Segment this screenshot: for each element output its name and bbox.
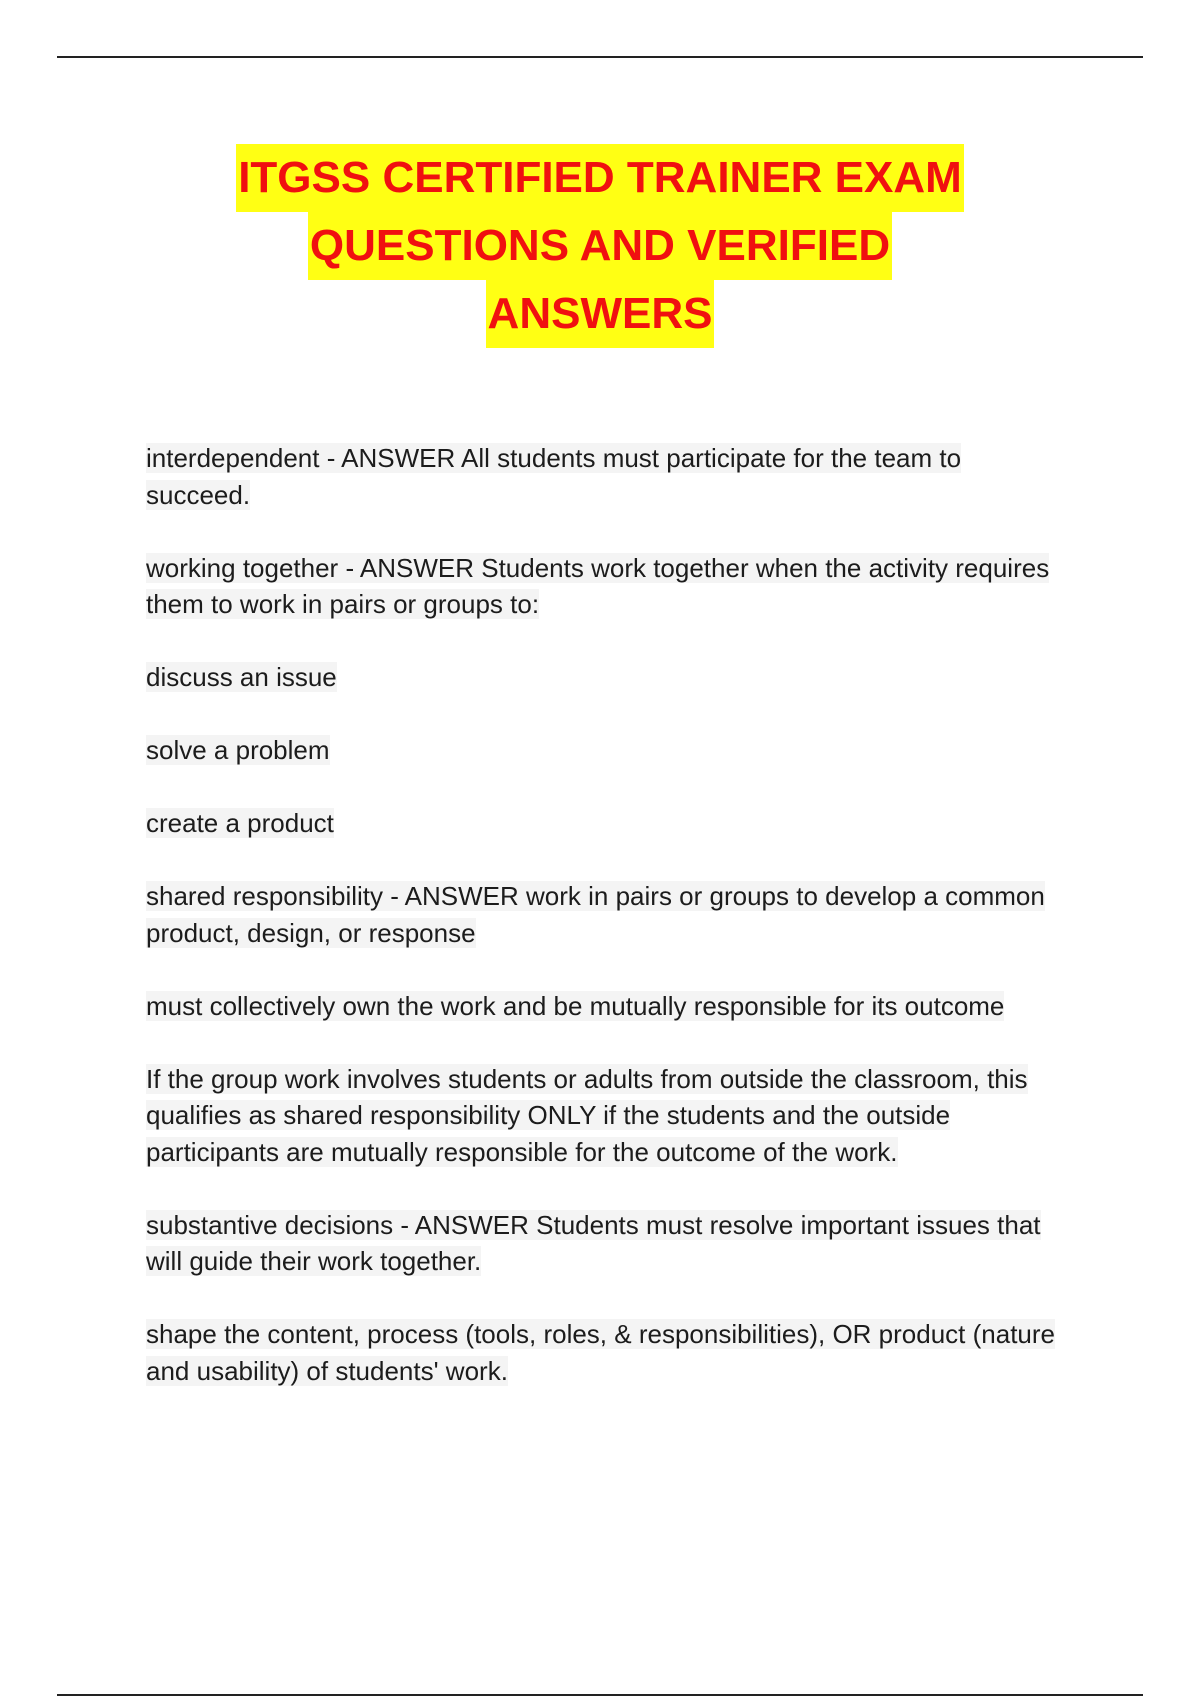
page-title: [0, 144, 1200, 348]
paragraph-text: substantive decisions - ANSWER Students must resolve important issues that will guide their work together.: [146, 1209, 1041, 1276]
paragraph-text: working together - ANSWER Students work together when the activity requires them to work in pairs or groups to:: [146, 552, 1050, 619]
paragraph: [146, 659, 1066, 696]
paragraph-text: must collectively own the work and be mutually responsible for its outcome: [146, 990, 1005, 1021]
paragraph: [146, 1061, 1066, 1171]
top-rule: [57, 56, 1143, 58]
paragraph-text: create a product: [146, 808, 334, 838]
paragraph-text: shape the content, process (tools, roles, & responsibilities), OR product (nature and usability) of students' work.: [146, 1319, 1055, 1386]
paragraph-text: If the group work involves students or adults from outside the classroom, this qualifies as shared responsibility ONLY if the students and the outside participants are mutually responsible for the outcome of the work.: [146, 1063, 1028, 1167]
paragraph: [146, 1207, 1066, 1280]
paragraph-text: solve a problem: [146, 735, 330, 765]
title-line: ANSWERS: [486, 280, 715, 348]
paragraph-text: shared responsibility - ANSWER work in pairs or groups to develop a common product, design, or response: [146, 881, 1045, 948]
paragraph-text: interdependent - ANSWER All students must participate for the team to succeed.: [146, 443, 962, 510]
document-body: [146, 440, 1066, 1426]
bottom-rule: [57, 1694, 1143, 1696]
paragraph: [146, 878, 1066, 951]
paragraph-text: discuss an issue: [146, 662, 337, 692]
paragraph: [146, 1316, 1066, 1389]
paragraph: [146, 550, 1066, 623]
paragraph: [146, 732, 1066, 769]
title-line: QUESTIONS AND VERIFIED: [308, 212, 892, 280]
paragraph: [146, 805, 1066, 842]
paragraph: [146, 988, 1066, 1025]
title-line: ITGSS CERTIFIED TRAINER EXAM: [236, 144, 964, 212]
paragraph: [146, 440, 1066, 513]
